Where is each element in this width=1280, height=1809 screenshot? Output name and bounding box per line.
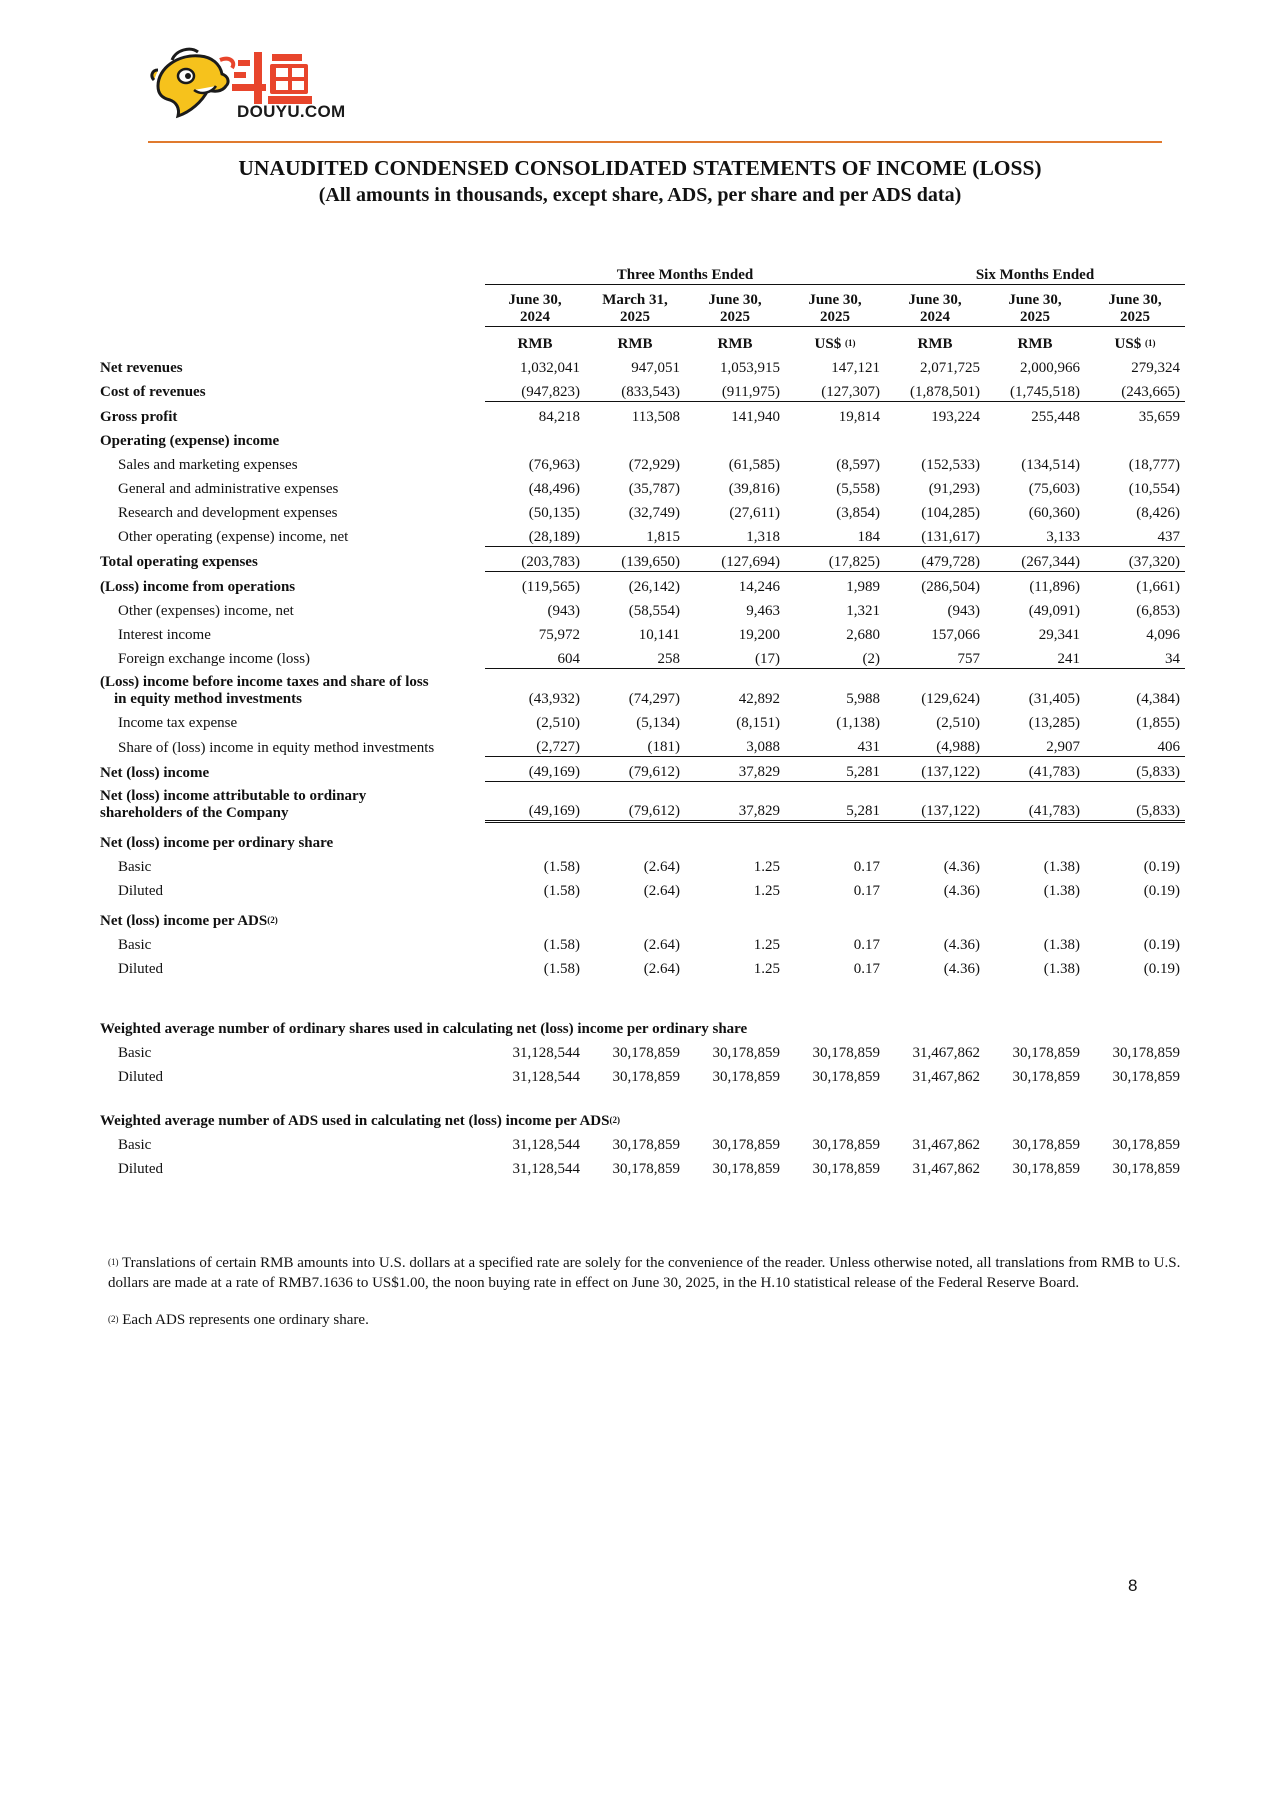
row-label: Basic (118, 1136, 152, 1153)
row-label: Other operating (expense) income, net (118, 529, 349, 545)
column-date-header: June 30, 2025 (785, 285, 885, 327)
row-value-cell: 19,814 (838, 408, 880, 425)
row-value-cell: (2.64) (643, 960, 680, 977)
row-label: Net (loss) income per ADS$^{(2)}$ (100, 912, 278, 929)
row-value-cell: (137,122) (885, 782, 985, 822)
row-value-cell: 31,467,862 (912, 1136, 980, 1153)
table-row (100, 498, 1185, 522)
row-value-cell: 30,178,859 (612, 1068, 680, 1085)
table-row (100, 708, 1185, 732)
row-value-cell: 1,321 (846, 602, 880, 619)
column-currency-header: RMB (517, 335, 553, 352)
row-value-cell: (947,823) (485, 377, 585, 402)
row-value-cell (985, 900, 1085, 930)
row-value-cell: 84,218 (538, 408, 580, 425)
row-label: Diluted (118, 1068, 163, 1085)
row-value-cell: 757 (885, 644, 985, 669)
footnotes (108, 1253, 1190, 1347)
row-value-cell: (1.38) (1043, 936, 1080, 953)
six-months-group-header: Six Months Ended (885, 260, 1185, 285)
row-value-cell: 406 (1085, 732, 1185, 757)
table-row (100, 930, 1185, 954)
row-value-cell: 2,907 (985, 732, 1085, 757)
row-value-cell: 2,680 (846, 626, 880, 643)
row-value-cell (585, 900, 685, 930)
row-value-cell: 30,178,859 (812, 1068, 880, 1085)
row-value-cell: 30,178,859 (612, 1044, 680, 1061)
table-row (100, 732, 1185, 757)
table-row (100, 522, 1185, 547)
row-value-cell: 19,200 (738, 626, 780, 643)
row-label: Income tax expense (118, 715, 238, 731)
row-value-cell: 258 (585, 644, 685, 669)
row-value-cell: (4.36) (943, 936, 980, 953)
row-value-cell: 31,128,544 (512, 1136, 580, 1153)
row-value-cell: 31,128,544 (512, 1044, 580, 1061)
row-value-cell: (17) (685, 644, 785, 669)
row-label: Weighted average number of ADS used in calculating net (loss) income per ADS$^{(2)}$ (100, 1112, 620, 1129)
row-value-cell: (26,142) (628, 578, 680, 595)
row-value-cell: 30,178,859 (612, 1160, 680, 1177)
table-row (100, 1086, 1185, 1130)
row-value-cell: 30,178,859 (1012, 1044, 1080, 1061)
row-value-cell: (479,728) (885, 546, 985, 571)
row-value-cell (885, 822, 985, 852)
row-value-cell: (267,344) (985, 546, 1085, 571)
row-value-cell: 5,281 (785, 782, 885, 822)
row-value-cell: 31,128,544 (512, 1068, 580, 1085)
row-value-cell: 279,324 (1131, 359, 1180, 376)
row-value-cell: 1,032,041 (520, 359, 580, 376)
row-value-cell: 1.25 (753, 960, 780, 977)
row-value-cell (785, 426, 885, 450)
row-label: Diluted (118, 882, 163, 899)
douyu-logo (150, 46, 370, 130)
row-value-cell: 184 (785, 522, 885, 547)
row-value-cell: 30,178,859 (1112, 1160, 1180, 1177)
table-row (100, 757, 1185, 782)
row-value-cell (1085, 900, 1185, 930)
row-label: Weighted average number of ordinary shares used in calculating net (loss) income per ordinary share (100, 1020, 748, 1037)
row-value-cell: (0.19) (1143, 960, 1180, 977)
table-row (100, 876, 1185, 900)
row-value-cell: (6,853) (1136, 602, 1180, 619)
row-value-cell: 3,133 (985, 522, 1085, 547)
row-value-cell (485, 900, 585, 930)
row-value-cell: (2.64) (643, 936, 680, 953)
row-value-cell: 193,224 (931, 408, 980, 425)
row-value-cell: (943) (947, 602, 980, 619)
table-row (100, 668, 1185, 708)
row-value-cell: (1.58) (543, 858, 580, 875)
row-value-cell: (1.58) (543, 960, 580, 977)
table-row (100, 782, 1185, 822)
row-value-cell: 30,178,859 (1112, 1068, 1180, 1085)
row-value-cell: (5,833) (1085, 782, 1185, 822)
row-value-cell: 431 (785, 732, 885, 757)
row-value-cell: (50,135) (528, 504, 580, 521)
row-value-cell: (39,816) (728, 480, 780, 497)
row-value-cell: 31,467,862 (912, 1068, 980, 1085)
row-label: General and administrative expenses (118, 480, 339, 497)
table-row (100, 900, 1185, 930)
row-value-cell: (127,694) (685, 546, 785, 571)
row-value-cell: (2.64) (643, 882, 680, 899)
row-value-cell: (2.64) (643, 858, 680, 875)
row-value-cell: (79,612) (585, 757, 685, 782)
row-label: Foreign exchange income (loss) (118, 651, 311, 667)
column-date-header: June 30, 2025 (985, 285, 1085, 327)
row-value-cell: 10,141 (638, 626, 680, 643)
table-row (100, 401, 1185, 426)
row-value-cell: (4.36) (943, 882, 980, 899)
row-value-cell (685, 900, 785, 930)
row-value-cell: 30,178,859 (1012, 1160, 1080, 1177)
row-value-cell: (37,320) (1085, 546, 1185, 571)
row-value-cell: (286,504) (921, 578, 980, 595)
row-label: Basic (118, 858, 152, 875)
row-value-cell (585, 426, 685, 450)
row-value-cell: 30,178,859 (1112, 1044, 1180, 1061)
table-row (100, 474, 1185, 498)
row-value-cell: (11,896) (1029, 578, 1080, 595)
table-row (100, 644, 1185, 669)
row-label: Net (loss) income per ordinary share (100, 834, 334, 851)
row-value-cell: (8,597) (836, 456, 880, 473)
row-value-cell: 604 (485, 644, 585, 669)
row-value-cell: (60,360) (1028, 504, 1080, 521)
row-label: (Loss) income from operations (100, 578, 296, 595)
footnote-1: $^{(1)}$ Translations of certain RMB amounts into U.S. dollars at a specified rate are solely for the convenience of the reader. Unless otherwise noted, all translations from RMB to U.S. dollars are made at a rate of RMB7.1636 to US$1.00, the noon buying rate in effect on June 30, 2025, in the H.10 statistical release of the Federal Reserve Board. (108, 1255, 1181, 1291)
row-value-cell: (75,603) (1028, 480, 1080, 497)
row-value-cell: 75,972 (538, 626, 580, 643)
row-value-cell: 147,121 (831, 359, 880, 376)
table-row (100, 426, 1185, 450)
row-value-cell: (28,189) (485, 522, 585, 547)
row-value-cell: (131,617) (885, 522, 985, 547)
row-value-cell: (4.36) (943, 858, 980, 875)
row-value-cell (885, 426, 985, 450)
row-value-cell: 9,463 (746, 602, 780, 619)
row-value-cell: (134,514) (1021, 456, 1080, 473)
logo-wordmark: DOUYU.COM (237, 102, 346, 121)
row-value-cell: (911,975) (685, 377, 785, 402)
row-label: Cost of revenues (100, 384, 206, 400)
row-value-cell: (49,169) (485, 782, 585, 822)
row-value-cell: 30,178,859 (1012, 1136, 1080, 1153)
row-value-cell: 37,829 (685, 782, 785, 822)
row-value-cell: (203,783) (485, 546, 585, 571)
table-row (100, 596, 1185, 620)
row-value-cell: (58,554) (628, 602, 680, 619)
row-value-cell: (17,825) (785, 546, 885, 571)
row-value-cell (1085, 822, 1185, 852)
row-value-cell: (27,611) (729, 504, 780, 521)
row-value-cell: (1,745,518) (985, 377, 1085, 402)
statement-subtitle: (All amounts in thousands, except share, ADS, per share and per ADS data) (318, 184, 962, 206)
row-value-cell: (4,384) (1136, 691, 1180, 707)
row-value-cell: 0.17 (853, 960, 880, 977)
row-value-cell: 30,178,859 (712, 1136, 780, 1153)
table-row (100, 353, 1185, 377)
row-value-cell: 437 (1085, 522, 1185, 547)
table-row (100, 620, 1185, 644)
row-value-cell: 31,467,862 (912, 1160, 980, 1177)
row-value-cell: (0.19) (1143, 936, 1180, 953)
row-value-cell: (833,543) (585, 377, 685, 402)
row-value-cell: 157,066 (931, 626, 980, 643)
row-label: Research and development expenses (118, 504, 338, 521)
row-label: Basic (118, 1044, 152, 1061)
row-value-cell: 0.17 (853, 858, 880, 875)
row-value-cell: (1,878,501) (885, 377, 985, 402)
row-label: Total operating expenses (100, 554, 258, 570)
row-label: Net revenues (100, 359, 183, 376)
row-value-cell: 4,096 (1146, 626, 1180, 643)
row-value-cell: (79,612) (585, 782, 685, 822)
row-value-cell: (31,405) (1028, 691, 1080, 707)
row-value-cell: (0.19) (1143, 882, 1180, 899)
table-row (100, 1154, 1185, 1178)
row-value-cell: (127,307) (785, 377, 885, 402)
row-value-cell: (5,134) (636, 715, 680, 731)
row-value-cell: 14,246 (738, 578, 780, 595)
footnote-2: $^{(2)}$ Each ADS represents one ordinary share. (108, 1312, 369, 1328)
row-value-cell: 29,341 (1038, 626, 1080, 643)
row-value-cell: (1.38) (1043, 960, 1080, 977)
row-value-cell: (181) (585, 732, 685, 757)
table-row (100, 1038, 1185, 1062)
table-row (100, 450, 1185, 474)
row-value-cell: (1.58) (543, 882, 580, 899)
row-value-cell: 31,128,544 (512, 1160, 580, 1177)
row-value-cell: 1,815 (585, 522, 685, 547)
row-label: Net (loss) income (100, 764, 210, 781)
row-value-cell: (129,624) (921, 691, 980, 707)
row-value-cell: 1.25 (753, 882, 780, 899)
row-value-cell: (76,963) (528, 456, 580, 473)
column-currency-header: RMB (717, 335, 753, 352)
row-value-cell: (5,558) (836, 480, 880, 497)
row-value-cell: 30,178,859 (812, 1136, 880, 1153)
column-date-header: June 30, 2025 (1085, 285, 1185, 327)
row-value-cell: (1,661) (1136, 578, 1180, 595)
row-value-cell: 3,088 (685, 732, 785, 757)
row-value-cell: 947,051 (631, 359, 680, 376)
row-value-cell: (32,749) (628, 504, 680, 521)
column-currency-header: US$ $^{(1)}$ (814, 335, 856, 352)
row-value-cell: (2,727) (485, 732, 585, 757)
row-value-cell: 30,178,859 (712, 1160, 780, 1177)
row-label: Gross profit (100, 408, 178, 425)
column-currency-header: US$ $^{(1)}$ (1114, 335, 1156, 352)
table-row (100, 1130, 1185, 1154)
table-row (100, 822, 1185, 852)
column-currency-header: RMB (917, 335, 953, 352)
row-value-cell: (119,565) (521, 578, 580, 595)
row-value-cell: (5,833) (1085, 757, 1185, 782)
row-value-cell (585, 822, 685, 852)
row-label: Share of (loss) income in equity method investments (118, 739, 435, 756)
column-date-header: June 30, 2024 (885, 285, 985, 327)
row-value-cell (985, 822, 1085, 852)
row-value-cell: (2,510) (536, 715, 580, 731)
row-value-cell: (943) (547, 602, 580, 619)
row-label: Sales and marketing expenses (118, 456, 298, 473)
row-label: Diluted (118, 960, 163, 977)
row-value-cell: 1.25 (753, 858, 780, 875)
row-value-cell (785, 900, 885, 930)
row-label: Other (expenses) income, net (118, 602, 294, 619)
row-value-cell: 0.17 (853, 936, 880, 953)
row-value-cell: (41,783) (985, 757, 1085, 782)
row-value-cell: (139,650) (585, 546, 685, 571)
column-date-header: June 30, 2024 (485, 285, 585, 327)
table-row (100, 546, 1185, 571)
page-number: 8 (1128, 1576, 1138, 1595)
statement-rows (100, 353, 1185, 1178)
row-value-cell (1085, 426, 1185, 450)
column-currency-header: RMB (1017, 335, 1053, 352)
column-date-header: March 31, 2025 (585, 285, 685, 327)
table-row (100, 852, 1185, 876)
income-statement-table (100, 260, 1185, 1178)
row-value-cell: 30,178,859 (712, 1044, 780, 1061)
table-row (100, 1062, 1185, 1086)
row-value-cell: (18,777) (1128, 456, 1180, 473)
row-value-cell (785, 822, 885, 852)
row-label: Interest income (118, 626, 211, 643)
row-value-cell: (104,285) (921, 504, 980, 521)
row-value-cell: (35,787) (628, 480, 680, 497)
row-value-cell: 35,659 (1138, 408, 1180, 425)
row-value-cell: (243,665) (1085, 377, 1185, 402)
row-value-cell: 30,178,859 (712, 1068, 780, 1085)
row-value-cell (485, 822, 585, 852)
row-value-cell: 2,071,725 (920, 359, 980, 376)
row-value-cell: (3,854) (836, 504, 880, 521)
row-value-cell: (74,297) (628, 691, 680, 707)
row-value-cell: 31,467,862 (912, 1044, 980, 1061)
row-value-cell: 2,000,966 (1020, 359, 1080, 376)
table-row (100, 377, 1185, 402)
row-value-cell: (4.36) (943, 960, 980, 977)
row-label: Basic (118, 936, 152, 953)
row-value-cell: (8,426) (1136, 504, 1180, 521)
row-value-cell (685, 426, 785, 450)
row-value-cell: 5,988 (846, 691, 880, 707)
row-value-cell: 0.17 (853, 882, 880, 899)
header-rule (148, 141, 1162, 143)
three-months-group-header: Three Months Ended (485, 260, 885, 285)
row-label: Diluted (118, 1160, 163, 1177)
row-value-cell: 42,892 (738, 691, 780, 707)
row-value-cell: (72,929) (628, 456, 680, 473)
row-value-cell: 1,989 (846, 578, 880, 595)
row-value-cell: (2,510) (936, 715, 980, 731)
row-value-cell: (0.19) (1143, 858, 1180, 875)
row-value-cell: 255,448 (1031, 408, 1080, 425)
row-value-cell: (137,122) (885, 757, 985, 782)
row-value-cell (485, 426, 585, 450)
row-value-cell: 30,178,859 (812, 1044, 880, 1061)
row-value-cell: 141,940 (731, 408, 780, 425)
column-currency-header: RMB (617, 335, 653, 352)
row-value-cell: 113,508 (631, 408, 680, 425)
row-value-cell: (4,988) (885, 732, 985, 757)
row-value-cell: (49,169) (485, 757, 585, 782)
row-value-cell: (1,138) (836, 715, 880, 731)
row-value-cell: 30,178,859 (612, 1136, 680, 1153)
row-value-cell: (1.38) (1043, 858, 1080, 875)
row-value-cell: (152,533) (921, 456, 980, 473)
row-value-cell: (10,554) (1128, 480, 1180, 497)
table-row (100, 571, 1185, 596)
table-row (100, 978, 1185, 1038)
row-value-cell: (1,855) (1136, 715, 1180, 731)
row-value-cell: (48,496) (528, 480, 580, 497)
row-value-cell (885, 900, 985, 930)
row-value-cell: (43,932) (528, 691, 580, 707)
row-value-cell: 1,318 (685, 522, 785, 547)
row-value-cell: (41,783) (985, 782, 1085, 822)
row-value-cell: (1.58) (543, 936, 580, 953)
row-value-cell: (8,151) (736, 715, 780, 731)
row-value-cell (685, 822, 785, 852)
row-value-cell: (1.38) (1043, 882, 1080, 899)
row-value-cell: 37,829 (685, 757, 785, 782)
row-value-cell: (13,285) (1028, 715, 1080, 731)
row-label: Net (loss) income attributable to ordinary shareholders of the Company (100, 787, 367, 821)
statement-title: UNAUDITED CONDENSED CONSOLIDATED STATEMENTS OF INCOME (LOSS) (238, 156, 1042, 180)
row-value-cell: 30,178,859 (812, 1160, 880, 1177)
table-row (100, 954, 1185, 978)
row-label: Operating (expense) income (100, 432, 280, 449)
row-value-cell: (2) (785, 644, 885, 669)
row-label: (Loss) income before income taxes and share of loss in equity method investments (100, 674, 429, 707)
row-value-cell (985, 426, 1085, 450)
row-value-cell: 1,053,915 (720, 359, 780, 376)
column-date-header: June 30, 2025 (685, 285, 785, 327)
row-value-cell: 5,281 (785, 757, 885, 782)
row-value-cell: (91,293) (928, 480, 980, 497)
row-value-cell: 30,178,859 (1012, 1068, 1080, 1085)
row-value-cell: 30,178,859 (1112, 1136, 1180, 1153)
row-value-cell: 241 (985, 644, 1085, 669)
row-value-cell: (49,091) (1028, 602, 1080, 619)
row-value-cell: 34 (1085, 644, 1185, 669)
row-value-cell: 1.25 (753, 936, 780, 953)
row-value-cell: (61,585) (728, 456, 780, 473)
